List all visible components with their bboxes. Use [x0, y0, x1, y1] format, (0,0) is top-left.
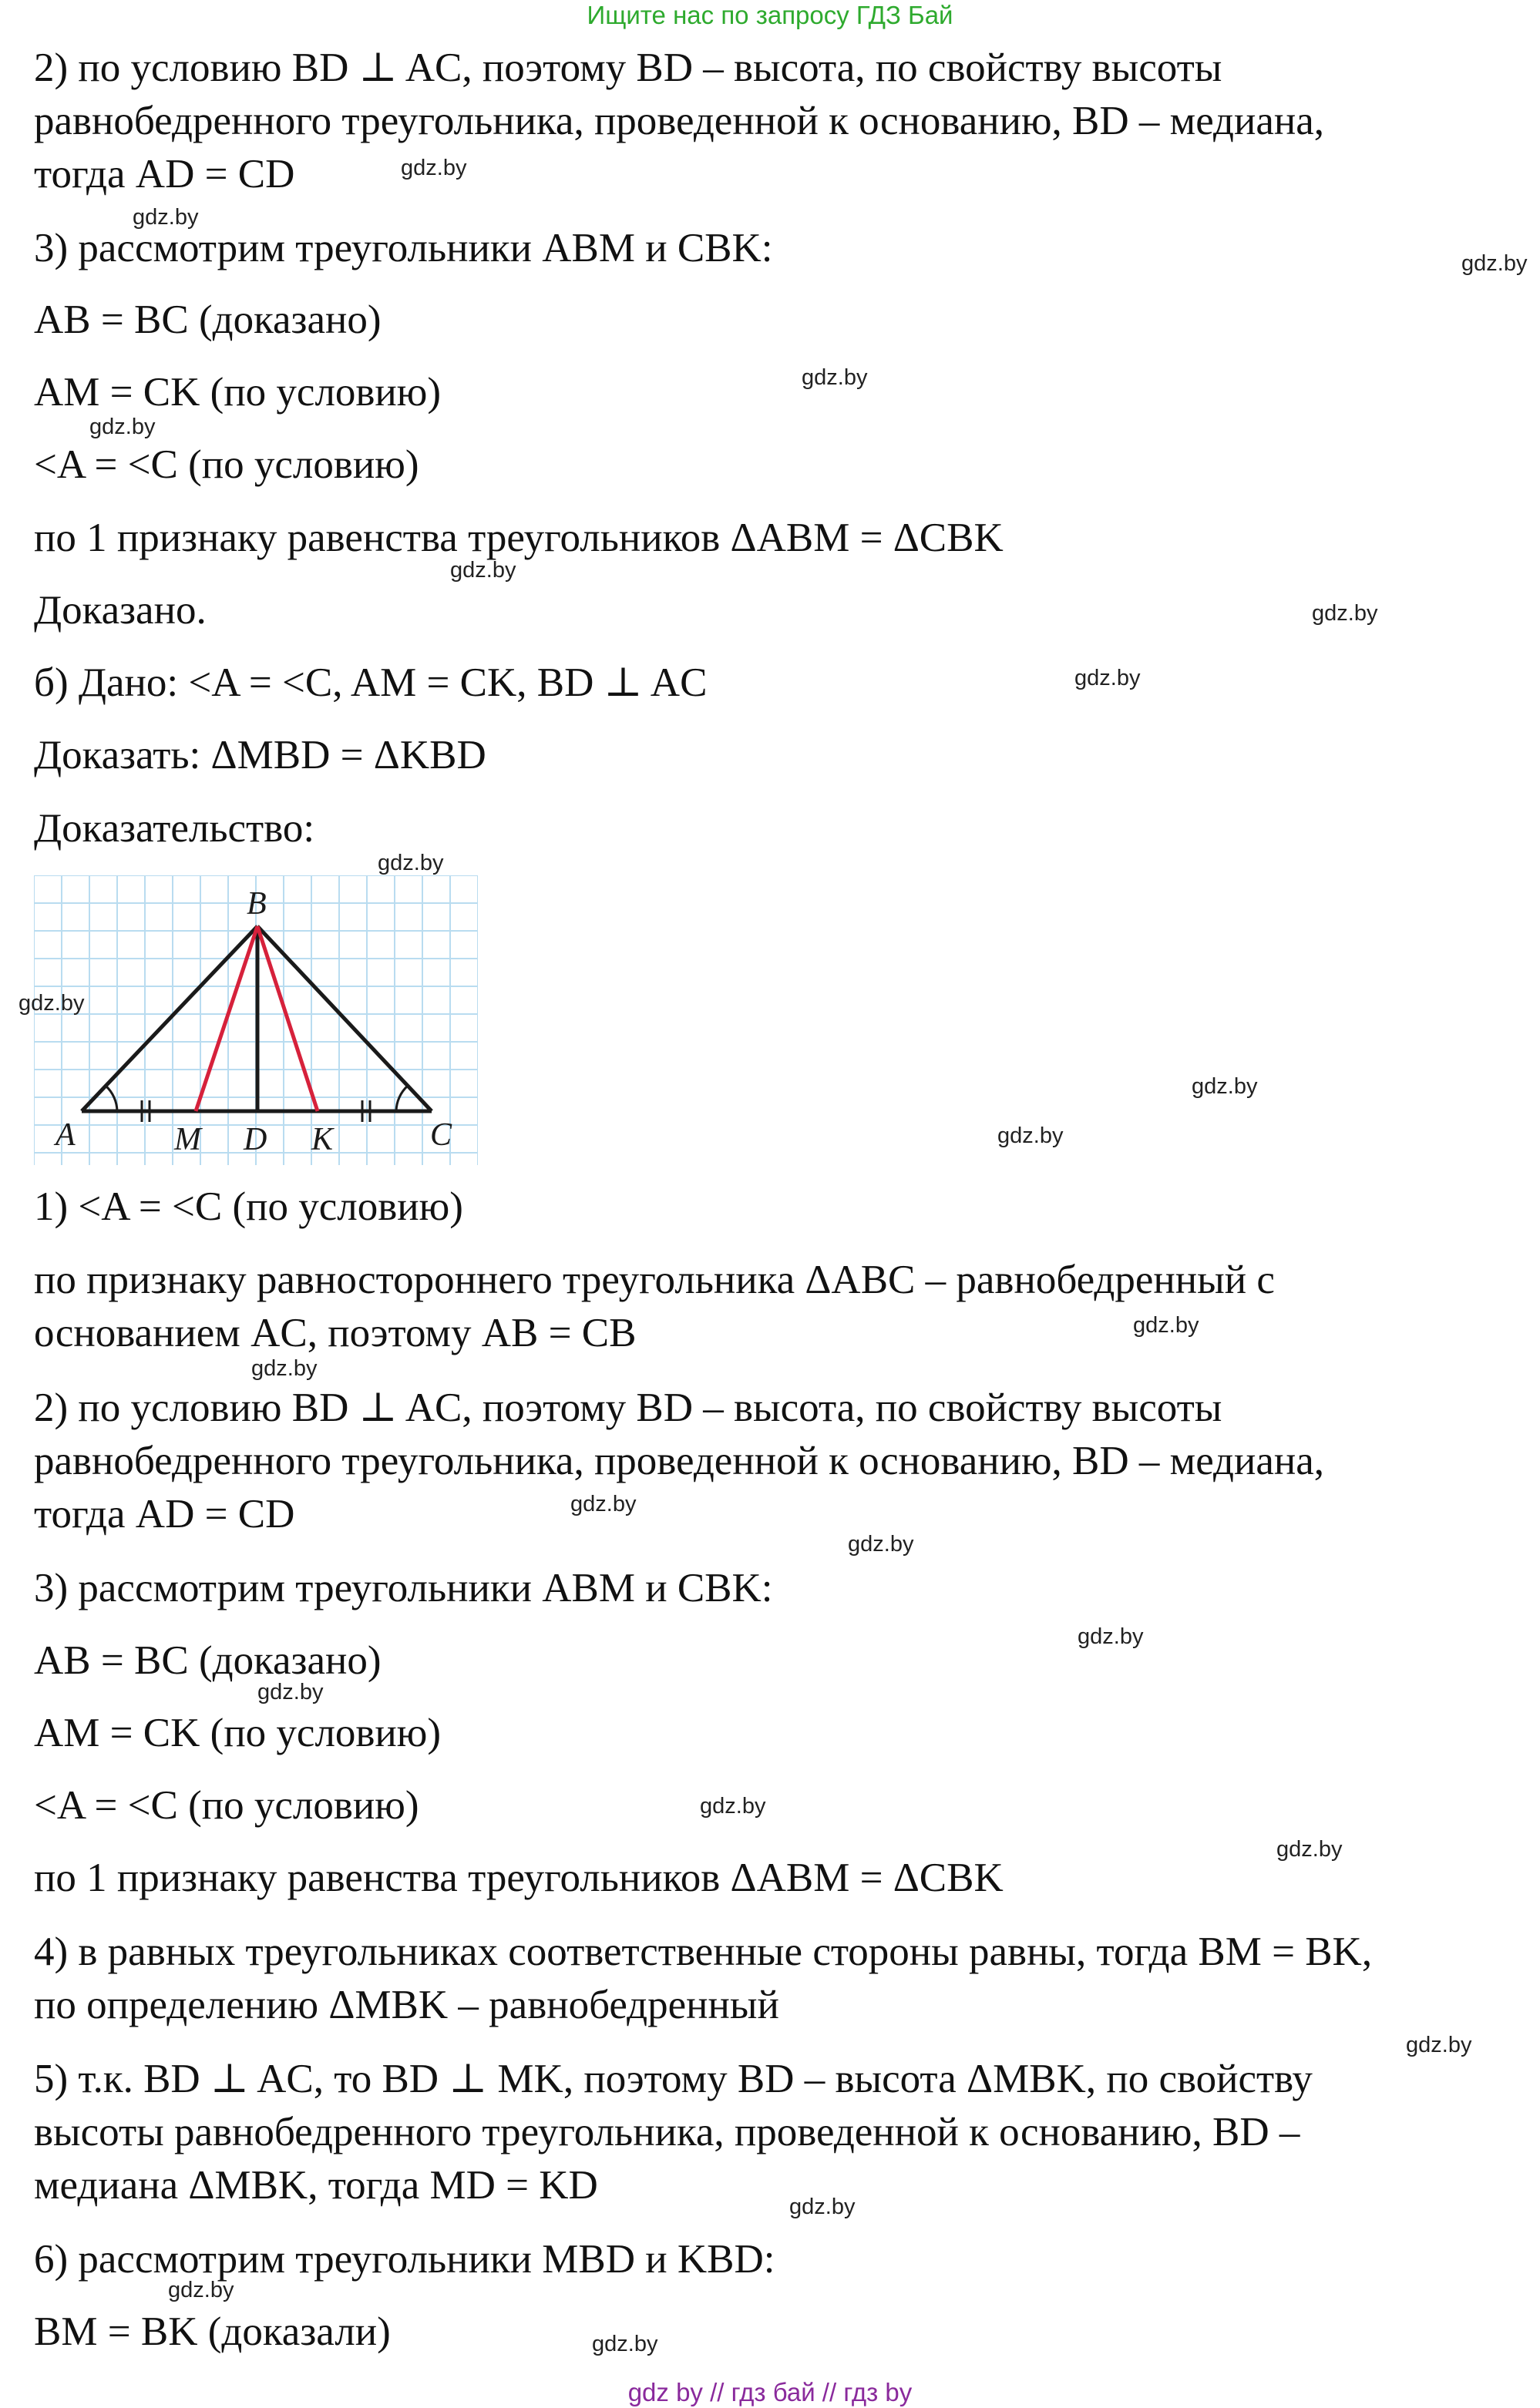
label-k: K [311, 1122, 334, 1157]
text-line: 2) по условию BD ⊥ AC, поэтому BD – высота, по свойству высоты [34, 1385, 1222, 1430]
text-line: <A = <C (по условию) [34, 442, 419, 487]
watermark: gdz.by [1133, 1313, 1199, 1338]
label-m: M [174, 1122, 201, 1157]
label-b: B [247, 886, 267, 922]
segment-bm [196, 926, 257, 1111]
text-line: 3) рассмотрим треугольники ABM и CBK: [34, 226, 773, 270]
text-line: тогда AD = CD [34, 152, 295, 196]
text-line: равнобедренного треугольника, проведенной к основанию, BD – медиана, [34, 99, 1325, 143]
text-line: AM = CK (по условию) [34, 370, 442, 415]
text-line: основанием AC, поэтому AB = CB [34, 1311, 637, 1355]
watermark: gdz.by [997, 1123, 1064, 1148]
watermark: gdz.by [592, 2332, 658, 2356]
label-c: C [430, 1117, 452, 1153]
watermark: gdz.by [18, 991, 85, 1016]
watermark: gdz.by [789, 2195, 856, 2219]
watermark: gdz.by [89, 415, 156, 439]
text-line: по 1 признаку равенства треугольников ΔABM = ΔCBK [34, 1856, 1004, 1900]
watermark: gdz.by [1078, 1624, 1144, 1649]
text-line: Доказательство: [34, 806, 315, 851]
label-a: A [55, 1117, 76, 1153]
watermark: gdz.by [570, 1492, 637, 1516]
text-line: <A = <C (по условию) [34, 1783, 419, 1828]
text-line: медиана ΔMBK, тогда MD = KD [34, 2163, 598, 2208]
text-line: 5) т.к. BD ⊥ AC, то BD ⊥ MK, поэтому BD – высота ΔMBK, по свойству [34, 2057, 1313, 2101]
watermark: gdz.by [257, 1680, 324, 1704]
footer-links[interactable]: gdz by // гдз бай // гдз by [627, 2378, 913, 2406]
text-line: 2) по условию BD ⊥ AC, поэтому BD – высота, по свойству высоты [34, 45, 1222, 90]
label-d: D [244, 1122, 267, 1157]
text-line: по определению ΔMBK – равнобедренный [34, 1983, 779, 2027]
watermark: gdz.by [1074, 666, 1141, 690]
text-line: Доказать: ΔMBD = ΔKBD [34, 733, 486, 777]
watermark: gdz.by [1461, 251, 1528, 276]
text-line: AB = BC (доказано) [34, 297, 382, 342]
triangle-figure [34, 875, 478, 1165]
watermark: gdz.by [450, 558, 516, 583]
triangle-drawing [34, 875, 478, 1165]
text-line: 6) рассмотрим треугольники MBD и KBD: [34, 2237, 775, 2282]
text-line: BM = BK (доказали) [34, 2309, 391, 2354]
text-line: AM = CK (по условию) [34, 1711, 442, 1755]
text-line: равнобедренного треугольника, проведенной к основанию, BD – медиана, [34, 1439, 1325, 1483]
watermark: gdz.by [1192, 1074, 1258, 1099]
text-line: Доказано. [34, 588, 207, 633]
text-line: 4) в равных треугольниках соответственные стороны равны, тогда BM = BK, [34, 1929, 1373, 1974]
watermark: gdz.by [378, 851, 444, 875]
text-line: 1) <A = <C (по условию) [34, 1184, 463, 1229]
watermark: gdz.by [401, 156, 467, 180]
top-banner[interactable]: Ищите нас по запросу ГДЗ Бай [587, 1, 953, 29]
watermark: gdz.by [133, 205, 199, 230]
segment-bk [257, 926, 318, 1111]
watermark: gdz.by [1406, 2033, 1472, 2057]
text-line: 3) рассмотрим треугольники ABM и CBK: [34, 1566, 773, 1610]
watermark: gdz.by [251, 1356, 318, 1381]
watermark: gdz.by [700, 1794, 766, 1819]
watermark: gdz.by [168, 2278, 234, 2302]
text-line: по 1 признаку равенства треугольников ΔABM = ΔCBK [34, 516, 1004, 560]
watermark: gdz.by [1276, 1837, 1343, 1862]
side-ab [82, 926, 257, 1111]
text-line: б) Дано: <A = <C, AM = CK, BD ⊥ AC [34, 660, 708, 705]
text-line: AB = BC (доказано) [34, 1638, 382, 1683]
text-line: по признаку равностороннего треугольника ΔABC – равнобедренный с [34, 1258, 1275, 1302]
text-line: высоты равнобедренного треугольника, проведенной к основанию, BD – [34, 2110, 1300, 2154]
angle-c-arc [396, 1086, 408, 1111]
watermark: gdz.by [802, 365, 868, 390]
watermark: gdz.by [848, 1532, 914, 1557]
watermark: gdz.by [1312, 601, 1378, 626]
text-line: тогда AD = CD [34, 1492, 295, 1536]
angle-a-arc [106, 1086, 117, 1111]
